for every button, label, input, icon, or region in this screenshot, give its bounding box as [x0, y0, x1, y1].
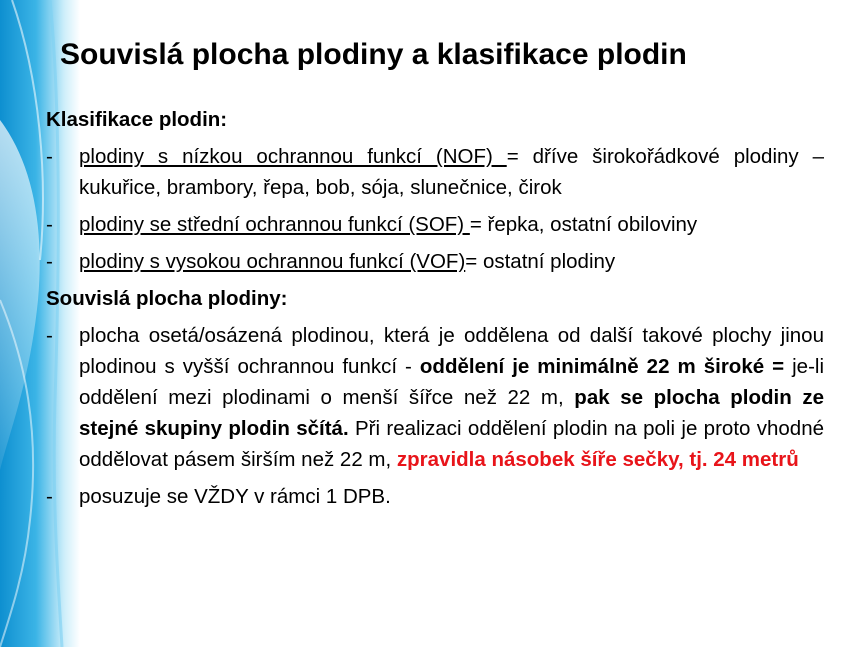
term-nof: plodiny s nízkou ochrannou funkcí (NOF) [79, 145, 507, 168]
definition-text-1: plocha osetá/osázená plodinou, která je oddělena od další takové plochy jinou plodinou s vyšší ochrannou funkcí - [79, 324, 824, 378]
bullet-dash: - [46, 324, 53, 347]
list-item-definition [46, 320, 824, 475]
bullet-dash: - [46, 145, 53, 168]
section-heading-classification: Klasifikace plodin: [46, 108, 228, 131]
term-vof: plodiny s vysokou ochrannou funkcí (VOF) [79, 250, 466, 273]
list-item-dpb [46, 481, 824, 512]
term-nof-definition: = dříve širokořádkové plodiny – kukuřice, brambory, řepa, bob, sója, slunečnice, čirok [79, 145, 824, 199]
definition-text-2: je-li oddělení mezi plodinami o menší šířce než 22 m, [79, 355, 825, 409]
slide-title: Souvislá plocha plodiny a klasifikace plodin [60, 38, 687, 71]
term-sof-definition: = řepka, ostatní obiloviny [469, 213, 698, 236]
definition-red-highlight: zpravidla násobek šíře sečky, tj. 24 metrů [396, 448, 799, 471]
term-sof: plodiny se střední ochrannou funkcí (SOF) [79, 213, 470, 236]
term-vof-definition: = ostatní plodiny [465, 250, 616, 273]
bullet-dash: - [46, 250, 53, 273]
definition-text-3: Při realizaci oddělení plodin na poli je proto vhodné oddělovat pásem širším než 22 m, [79, 417, 825, 471]
section-heading-contiguous-area: Souvislá plocha plodiny: [46, 287, 288, 310]
definition-bold-1: oddělení je minimálně 22 m široké = [419, 355, 785, 378]
list-item-vof [46, 246, 824, 277]
definition-bold-2: pak se plocha plodin ze stejné skupiny plodin sčítá. [79, 386, 824, 440]
list-item-sof [46, 209, 824, 240]
list-item-nof [46, 141, 824, 203]
bullet-dash: - [46, 213, 53, 236]
bullet-dash: - [46, 485, 53, 508]
slide-body [46, 104, 824, 518]
dpb-text: posuzuje se VŽDY v rámci 1 DPB. [79, 485, 391, 508]
